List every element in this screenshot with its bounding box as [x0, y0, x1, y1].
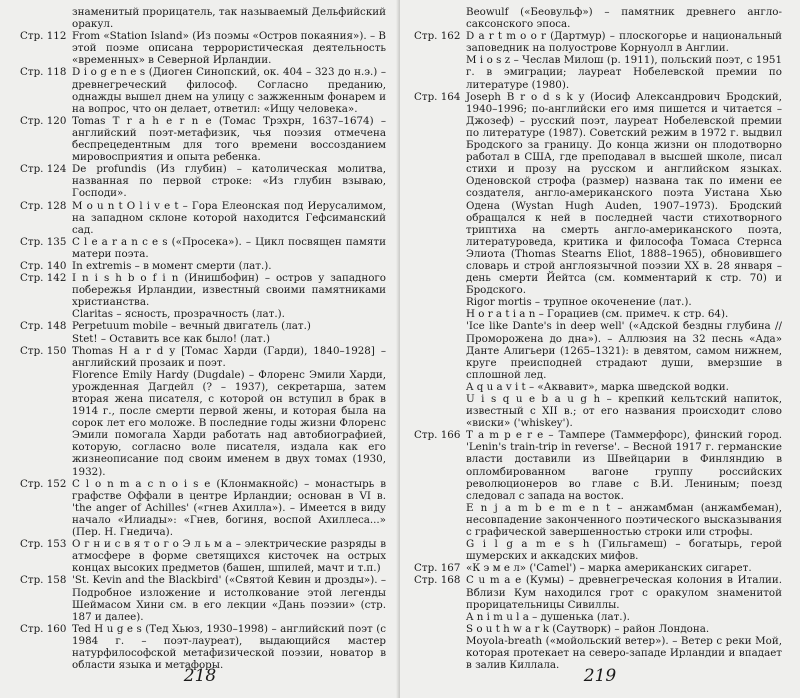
note-text: Claritas – ясность, прозрачность (лат.).: [72, 308, 285, 321]
note-entry: [20, 345, 386, 369]
note-text: 'St. Kevin and the Blackbird' («Святой Кевин и дрозды»). – Подробное изложение и истолкование этой легенды Шеймасом Хини см. в его лекции «Дань поэзии» (стр. 187 и далее).: [72, 574, 386, 623]
note-entry: [20, 320, 386, 332]
note-text: S o u t h w a r k (Саутворк) – район Лондона.: [466, 622, 710, 635]
note-page-ref: Стр. 135: [20, 235, 67, 248]
note-page-ref: Стр. 158: [20, 574, 67, 587]
note-page-ref: Стр. 166: [414, 429, 461, 442]
note-entry: [414, 623, 782, 635]
note-entry: [20, 115, 386, 163]
note-entry: [414, 54, 782, 90]
note-page-ref: [414, 611, 466, 623]
note-text: знаменитый прорицатель, так называемый Дельфийский оракул.: [72, 6, 386, 31]
note-page-ref: Стр. 164: [414, 90, 461, 103]
note-page-ref: [414, 393, 466, 429]
note-text: Thomas H a r d y [Томас Харди (Гарди), 1840–1928] – английский прозаик и поэт.: [72, 344, 386, 369]
right-page: [400, 0, 800, 698]
note-text: U i s q u e b a u g h – крепкий кельтский напиток, известный с XII в.; от его названия происходит слово «виски» ('whiskey').: [466, 393, 782, 430]
note-text: T a m p e r e – Тампере (Таммерфорс), финский город. 'Lenin's train-trip in reverse'. – Весной 1917 г. германские власти доставили из Швейцарии в Финляндию в опломбированном вагоне группу российских революционеров во главе с В.И. Лениным; поезд следовал с запада на восток.: [466, 429, 782, 502]
note-entry: [20, 66, 386, 114]
note-page-ref: Стр. 128: [20, 199, 67, 212]
note-entry: [20, 623, 386, 671]
note-page-ref: [414, 623, 466, 635]
note-text: C u m a e (Кумы) – древнегреческая колония в Италии. Вблизи Кум находился грот с оракулом знаменитой прорицательницы Сивиллы.: [466, 574, 782, 611]
note-text: H o r a t i a n – Горациев (см. примеч. к стр. 64).: [466, 308, 729, 321]
note-entry: [414, 91, 782, 297]
note-text: C l o n m a c n o i s e (Клонмакнойс) – монастырь в графстве Оффали в центре Ирландии; основан в VI в. 'the anger of Achilles' («гнев Ахилла»). – Имеется в виду начало «Илиады»: «Гнев, богиня, воспой Ахиллеса...» (Пер. Н. Гнедича).: [72, 477, 386, 539]
note-text: C l e a r a n c e s («Просека»). – Цикл посвящен памяти матери поэта.: [72, 235, 386, 260]
note-entry: [414, 502, 782, 538]
note-text: A n i m u l a – душенька (лат.).: [466, 610, 630, 623]
note-entry: [20, 163, 386, 199]
note-entry: [414, 308, 782, 320]
note-text: Beowulf («Беовульф») – памятник древнего англо-саксонского эпоса.: [466, 6, 782, 31]
note-page-ref: Стр. 160: [20, 622, 67, 635]
note-text: Tomas T r a h e r n e (Томас Трэхрн, 1637–1674) – английский поэт-метафизик, чья поэзия отмечена беспрецедентным для того времени воссозданием мировосприятия и опыта ребенка.: [72, 114, 386, 164]
note-entry: [20, 369, 386, 478]
note-page-ref: [414, 502, 466, 538]
note-entry: [414, 538, 782, 562]
right-page-notes: [414, 6, 782, 671]
note-text: Perpetuum mobile – вечный двигатель (лат.): [72, 320, 311, 333]
note-page-ref: [414, 381, 466, 393]
left-page-notes: [20, 6, 386, 671]
note-text: D a r t m o o r (Дартмур) – плоскогорье и национальный заповедник на полуострове Корнуолл в Англии.: [466, 30, 782, 55]
note-page-ref: Стр. 153: [20, 538, 67, 551]
note-page-ref: Стр. 152: [20, 477, 67, 490]
note-entry: [414, 562, 782, 574]
note-page-ref: Стр. 120: [20, 114, 67, 127]
note-text: Moyola-breath («мойольский ветер»). – Ветер с реки Мой, которая протекает на северо-западе Ирландии и впадает в залив Киллала.: [466, 634, 782, 672]
note-page-ref: Стр. 142: [20, 272, 67, 285]
note-text: 'Ice like Dante's in deep well' («Адской бездны глубина // Проморожена до дна»). – Аллюзия на 32 песнь «Ада» Данте Алигьери (1265–1321): в девятом, самом нижнем, круге преисподней страдают души, вмерзшие в сплошной лед.: [466, 320, 782, 381]
note-entry: [20, 200, 386, 236]
note-text: Joseph B r o d s k y (Иосиф Александрович Бродский, 1940–1996; по-английски его имя пишется и читается – Джозеф) – русский поэт, лауреат Нобелевской премии по литературе (1987). Советский режим в 1972 г. выдвил Бродского за границу. До конца жизни он плодотворно работал в США, где преподавал в высшей школе, писал стихи и прозу на русском и английском языках. Оденовской строфа (размер) названа так по имени ее создателя, англо-американского поэта Уистана Хью Одена (Wystan Hugh Auden, 1907–1973). Бродский обращался к ней в последней части стихотворного триптиха на смерть англо-американского поэта, литературоведа, критика и философа Томаса Стернса Элиота (Thomas Stearns Eliot, 1888–1965), обновившего словарь и строй англоязычной поэзии XX в. 28 января – день смерти Йейтса (см. комментарий к стр. 70) и Бродского.: [466, 90, 782, 297]
note-text: M i o s z – Чеслав Милош (р. 1911), польский поэт, с 1951 г. в эмиграции; лауреат Нобелевской премии по литературе (1980).: [466, 54, 782, 91]
note-page-ref: Стр. 118: [20, 66, 67, 79]
note-text: Florence Emily Hardy (Dugdale) – Флоренс Эмили Харди, урожденная Дагдейл (? – 1937), секретарша, затем вторая жена писателя, с которой он вступил в брак в 1914 г., после смерти первой жены, и которая была на сорок лет его моложе. В последние годы жизни Флоренс Эмили помогала Харди работать над автобиографией, которую, согласно воле писателя, издала как его жизнеописание под своим именем в двух томах (1930, 1932).: [72, 368, 386, 478]
note-entry: [414, 574, 782, 610]
note-text: I n i s h b o f i n (Инишбофин) – остров у западного побережья Ирландии, известный своими памятниками христианства.: [72, 272, 386, 309]
note-entry: [414, 381, 782, 393]
note-text: In extremis – в момент смерти (лат.).: [72, 259, 272, 272]
note-entry: [20, 272, 386, 308]
note-page-ref: Стр. 112: [20, 30, 67, 43]
page-number-left: 218: [183, 666, 217, 686]
note-entry: [414, 296, 782, 308]
note-entry: [20, 333, 386, 345]
note-page-ref: Стр. 168: [414, 574, 461, 587]
note-page-ref: Стр. 150: [20, 344, 67, 357]
note-entry: [20, 574, 386, 622]
note-page-ref: Стр. 167: [414, 562, 461, 575]
note-page-ref: [20, 6, 72, 30]
note-text: Rigor mortis – трупное окоченение (лат.).: [466, 296, 692, 309]
note-text: О г н и с в я т о г о Э л ь м а – электрические разряды в атмосфере в форме светящихся кисточек на острых концах высоких предметов (башен, шпилей, мачт и т.п.): [72, 538, 386, 575]
note-entry: [20, 236, 386, 260]
note-entry: [20, 538, 386, 574]
note-entry: [414, 393, 782, 429]
note-text: Ted H u g e s (Тед Хьюз, 1930–1998) – английский поэт (с 1984 г. – поэт-лауреат), выдающийся мастер натурфилософской метафизической поэзии, новатор в области языка и метафоры.: [72, 622, 386, 672]
note-page-ref: [20, 333, 72, 345]
page-number-right: 219: [583, 666, 617, 686]
note-text: De profundis (Из глубин) – католическая молитва, названная по первой строке: «Из глубин взываю, Господи».: [72, 163, 386, 200]
note-entry: [20, 30, 386, 66]
note-page-ref: [20, 308, 72, 320]
note-text: G i l g a m e s h (Гильгамеш) – богатырь, герой шумерских и аккадских мифов.: [466, 538, 782, 563]
note-text: E n j a m b e m e n t – анжамбман (анжамбеман), несовпадение законченного поэтического высказывания с графической завершенностью строки или строфы.: [466, 501, 782, 539]
note-page-ref: [414, 308, 466, 320]
note-entry: [414, 429, 782, 502]
note-text: «К э м е л» ('Camel') – марка американских сигарет.: [466, 562, 752, 575]
note-page-ref: [414, 54, 466, 90]
note-text: From «Station Island» (Из поэмы «Остров покаяния»). – В этой поэме описана террористическая деятельность «временных» в Северной Ирландии.: [72, 30, 386, 67]
note-text: M o u n t O l i v e t – Гора Елеонская под Иерусалимом, на западном склоне которой находится Гефсиманский сад.: [72, 199, 386, 236]
note-page-ref: [414, 6, 466, 30]
note-entry: [414, 30, 782, 54]
note-text: Stet! – Оставить все как было! (лат.): [72, 332, 270, 345]
note-entry: [20, 6, 386, 30]
note-page-ref: [414, 320, 466, 380]
note-page-ref: Стр. 148: [20, 320, 67, 333]
note-entry: [414, 611, 782, 623]
note-text: D i o g e n e s (Диоген Синопский, ок. 404 – 323 до н.э.) – древнегреческий философ. Согласно преданию, однажды вышел днем на улицу с зажженным фонарем и на вопрос, что он делает, ответил: «Ищу человека».: [72, 66, 386, 115]
note-page-ref: Стр. 140: [20, 259, 67, 272]
note-page-ref: Стр. 124: [20, 163, 67, 176]
note-page-ref: Стр. 162: [414, 30, 461, 43]
note-text: A q u a v i t – «Аквавит», марка шведской водки.: [466, 380, 729, 393]
note-entry: [20, 308, 386, 320]
note-page-ref: [20, 369, 72, 478]
note-entry: [414, 6, 782, 30]
note-entry: [20, 260, 386, 272]
note-entry: [20, 478, 386, 538]
note-page-ref: [414, 296, 466, 308]
note-page-ref: [414, 538, 466, 562]
note-entry: [414, 320, 782, 380]
